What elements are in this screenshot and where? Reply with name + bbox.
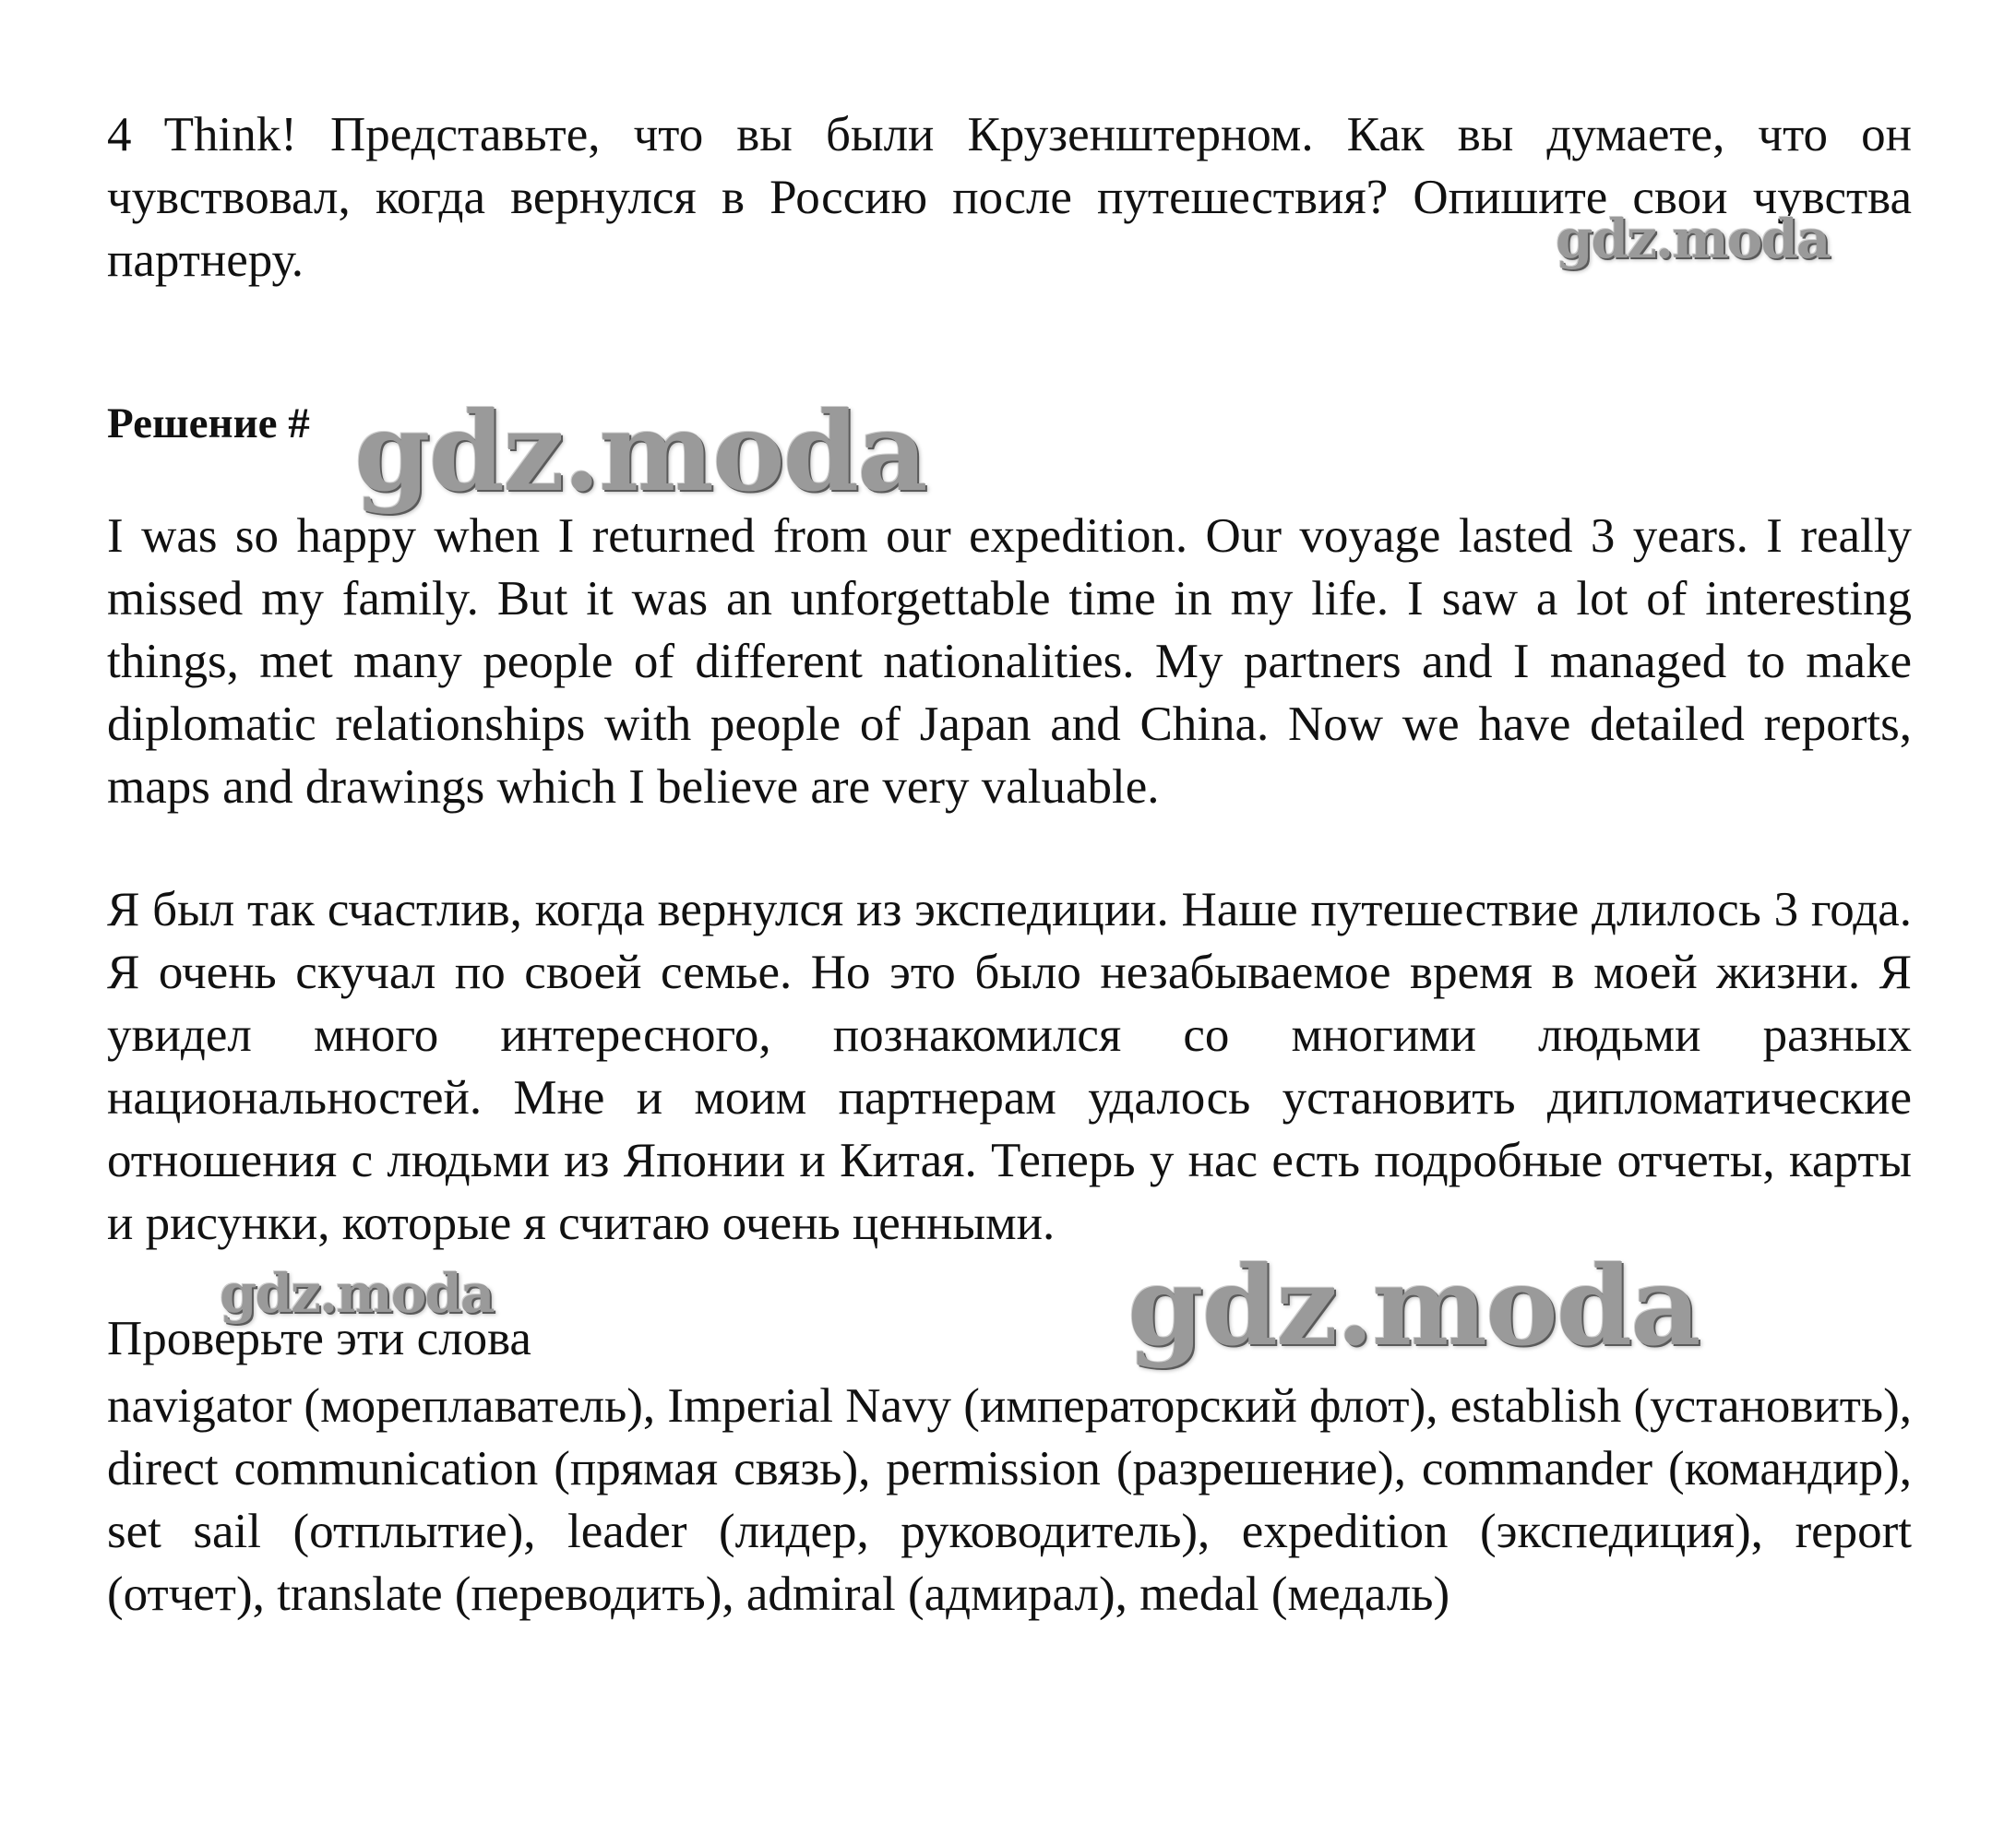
vocabulary-list: navigator (мореплаватель), Imperial Navy (императорский флот), establish (установить), direct communication (прямая связь), permission (разрешение), commander (командир), set sail (отплытие), leader (лидер, руководитель), expedition (экспедиция), report (отчет), translate (переводить), admiral (адмирал), medal (медаль) — [107, 1379, 1912, 1621]
answer-russian: Я был так счастлив, когда вернулся из экспедиции. Наше путешествие длилось 3 года. Я очень скучал по своей семье. Но это было незабываемое время в моей жизни. Я увидел много интересного, познакомился со многими людьми разных национальностей. Мне и моим партнерам удалось установить дипломатические отношения с людьми из Японии и Китая. Теперь у нас есть подробные отчеты, карты и рисунки, которые я считаю очень ценными. — [107, 883, 1912, 1250]
solution-heading: Решение # — [107, 399, 310, 447]
watermark-logo: gdz.moda — [354, 387, 926, 516]
vocabulary-heading: Проверьте эти слова — [107, 1312, 531, 1365]
watermark-logo: gdz.moda — [220, 1262, 494, 1325]
task-text: 4 Think! Представьте, что вы были Крузенштерном. Как вы думаете, что он чувствовал, когда вернулся в Россию после путешествия? Опишите свои чувства партнеру. — [107, 108, 1912, 287]
watermark-logo: gdz.moda — [1556, 208, 1830, 270]
watermark-logo: gdz.moda — [1127, 1242, 1700, 1370]
answer-english: I was so happy when I returned from our expedition. Our voyage lasted 3 years. I really missed my family. But it was an unforgettable time in my life. I saw a lot of interesting things, met many people of different nationalities. My partners and I managed to make diplomatic relationships with people of Japan and China. Now we have detailed reports, maps and drawings which I believe are very valuable. — [107, 509, 1912, 814]
